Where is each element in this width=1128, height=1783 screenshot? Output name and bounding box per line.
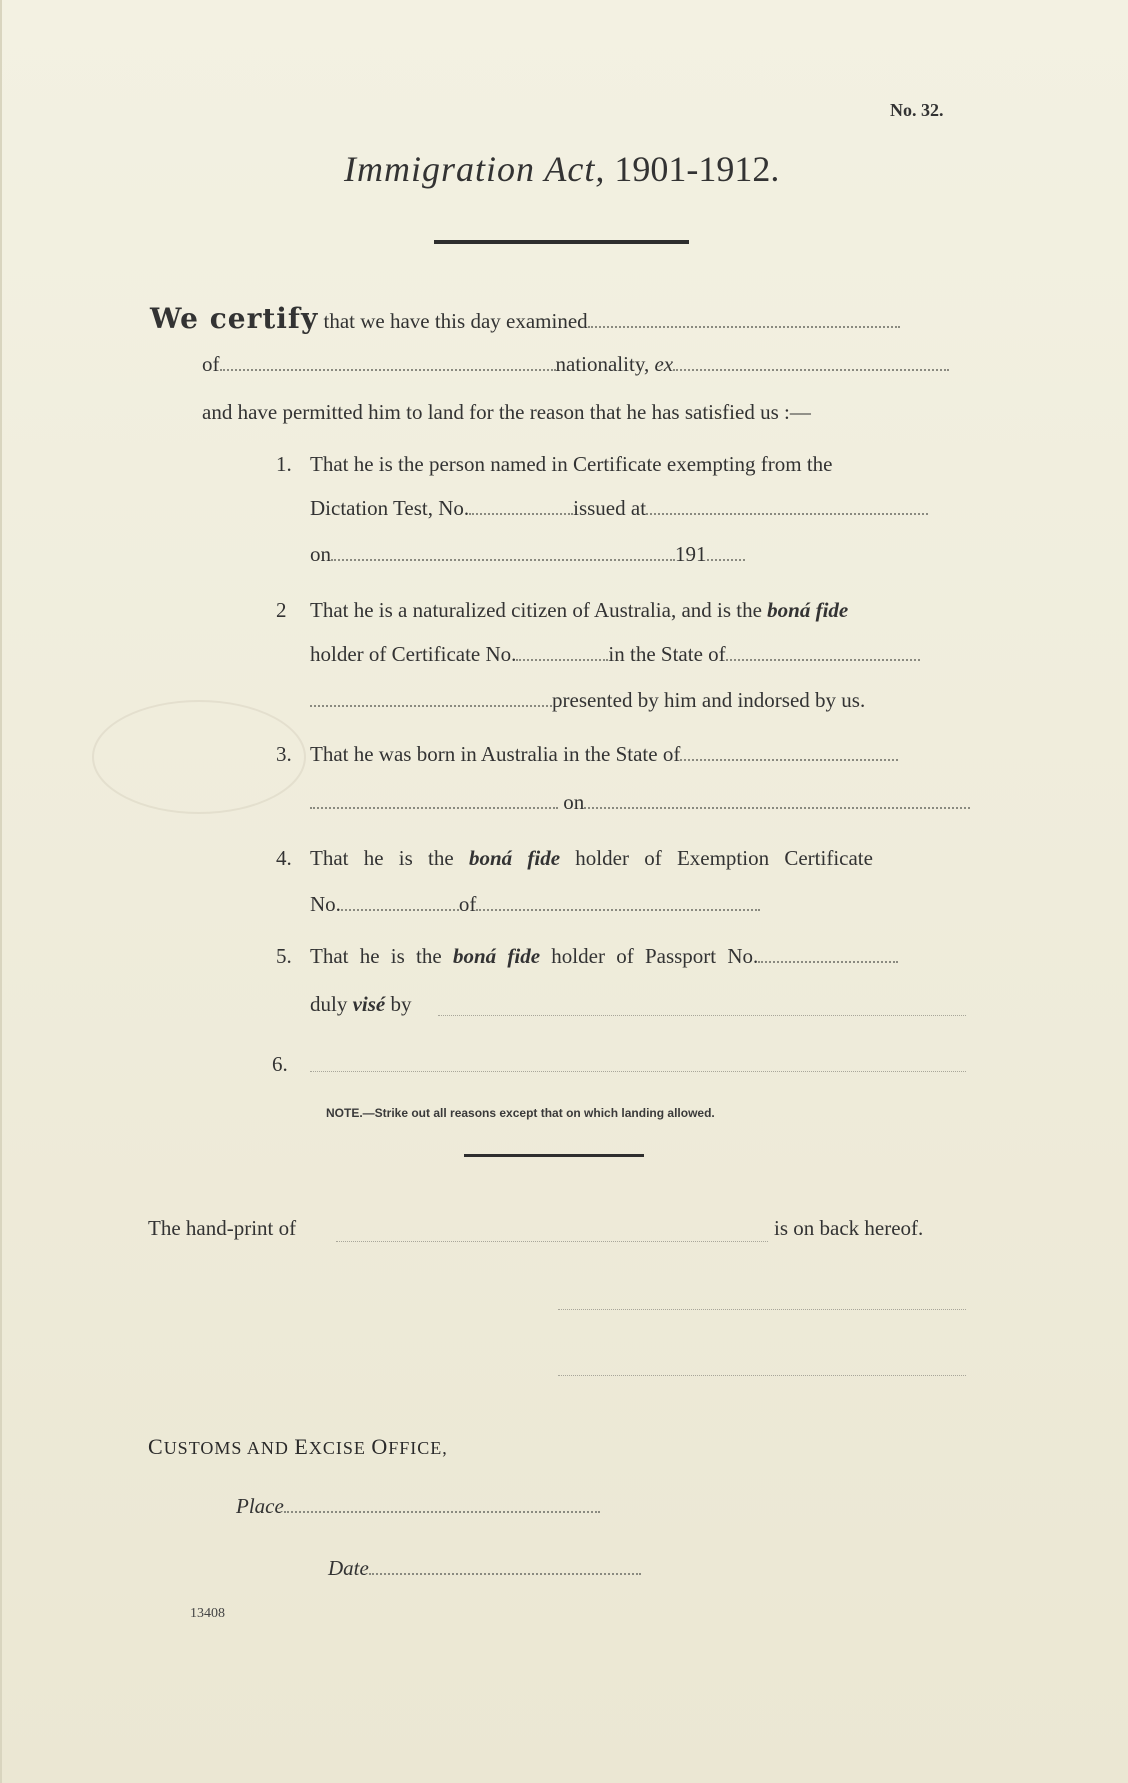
page-title [344, 148, 779, 190]
item-2-text: That he is a naturalized citizen of Australia, and is the [310, 598, 762, 622]
exemption-no-blank[interactable] [341, 905, 459, 911]
signature-line-2[interactable] [558, 1374, 966, 1376]
office-e: E [294, 1434, 309, 1459]
title-years: 1901-1912. [614, 149, 780, 189]
item-4-line-1 [310, 846, 873, 871]
item-2-line-3 [310, 688, 865, 713]
office-ustoms: USTOMS [163, 1438, 243, 1458]
office-and: AND [246, 1438, 289, 1458]
bona-fide-4: boná fide [468, 846, 561, 870]
item-4-text: That he is the [310, 846, 454, 870]
of-label: of [202, 352, 220, 376]
handprint-suffix: is on back hereof. [774, 1216, 924, 1240]
item-4-line-2 [310, 892, 760, 917]
customs-office-heading [148, 1434, 448, 1460]
item-2-line-1 [310, 598, 848, 623]
item-6-blank[interactable] [310, 1070, 966, 1072]
ex-blank[interactable] [673, 365, 949, 371]
passport-no-blank[interactable] [758, 957, 898, 963]
item-3-number: 3. [276, 742, 292, 766]
exemption-no-label: No. [310, 892, 341, 916]
handprint-prefix: The hand-print of [148, 1216, 297, 1240]
item-3-line-2 [310, 790, 970, 815]
date-line [328, 1556, 641, 1581]
intro-text: that we have this day examined [323, 309, 588, 333]
strike-out-note: NOTE.—Strike out all reasons except that on which landing allowed. [326, 1106, 715, 1120]
exemption-of-blank[interactable] [476, 905, 760, 911]
date-blank[interactable] [369, 1569, 641, 1575]
place-line [236, 1494, 600, 1519]
handprint-name-blank[interactable] [336, 1240, 768, 1242]
item-3-line-1 [310, 742, 898, 767]
item-4-rest: holder of Exemption Certificate [575, 846, 873, 870]
date-label: Date [328, 1556, 369, 1580]
ex-label: ex [654, 352, 674, 376]
issued-at-label: issued at [573, 496, 647, 520]
dictation-no-blank[interactable] [469, 509, 573, 515]
item-4-number: 4. [276, 846, 292, 870]
item-1-number: 1. [276, 452, 292, 476]
state-blank-2[interactable] [726, 655, 920, 661]
we-certify-heading: We certify [150, 302, 319, 335]
examined-blank[interactable] [588, 322, 900, 328]
certificate-no-blank[interactable] [516, 655, 608, 661]
year-prefix: 191 [675, 542, 707, 566]
item-5-line-1 [310, 944, 898, 969]
office-c: C [148, 1434, 164, 1459]
place-blank[interactable] [284, 1507, 600, 1513]
item-2-number: 2 [276, 598, 287, 622]
title-act-name: Immigration Act, [344, 149, 606, 189]
item-5-number: 5. [276, 944, 292, 968]
intro-line-2 [202, 352, 949, 377]
of-blank[interactable] [220, 365, 556, 371]
year-blank[interactable] [707, 555, 745, 561]
office-ffice: FFICE, [388, 1438, 448, 1458]
item-1-line-2 [310, 496, 928, 521]
place-label: Place [236, 1494, 284, 1518]
dictation-label: Dictation Test, No. [310, 496, 470, 520]
item-6-number: 6. [272, 1052, 288, 1076]
presented-text: presented by him and indorsed by us. [552, 688, 866, 712]
born-state-blank[interactable] [680, 755, 898, 761]
office-o: O [371, 1434, 389, 1459]
by-label: by [390, 992, 412, 1016]
presented-blank[interactable] [310, 701, 552, 707]
note-divider [464, 1154, 644, 1157]
bona-fide-2: boná fide [767, 598, 849, 622]
item-5-line-2 [310, 992, 412, 1017]
item-2-line-2 [310, 642, 920, 667]
item-1-line-3 [310, 542, 745, 567]
faint-stamp [92, 700, 306, 814]
exemption-of-label: of [458, 892, 477, 916]
item-3-text: That he was born in Australia in the State of [310, 742, 681, 766]
vise-label: visé [352, 992, 386, 1016]
born-date-blank[interactable] [584, 803, 970, 809]
item-3-on: on [563, 790, 585, 814]
signature-line-1[interactable] [558, 1308, 966, 1310]
born-place-blank[interactable] [310, 803, 558, 809]
bona-fide-5: boná fide [452, 944, 541, 968]
intro-line-1 [150, 302, 900, 335]
intro-line-3: and have permitted him to land for the reason that he has satisfied us :— [202, 400, 811, 424]
item-1-line-1: That he is the person named in Certificate exempting from the [310, 452, 833, 476]
on-label: on [310, 542, 331, 566]
title-divider [434, 240, 689, 244]
holder-certificate-label: holder of Certificate No. [310, 642, 517, 666]
print-code: 13408 [190, 1606, 225, 1621]
issued-at-blank[interactable] [646, 509, 928, 515]
item-5-rest: holder of Passport No. [551, 944, 759, 968]
in-state-label: in the State of [608, 642, 726, 666]
nationality-label: nationality, [555, 352, 650, 376]
item-5-text: That he is the [310, 944, 442, 968]
on-date-blank[interactable] [331, 555, 675, 561]
duly-label: duly [310, 992, 348, 1016]
office-xcise: XCISE [308, 1438, 366, 1458]
vise-by-blank[interactable] [438, 1014, 966, 1016]
form-number: No. 32. [890, 100, 944, 120]
